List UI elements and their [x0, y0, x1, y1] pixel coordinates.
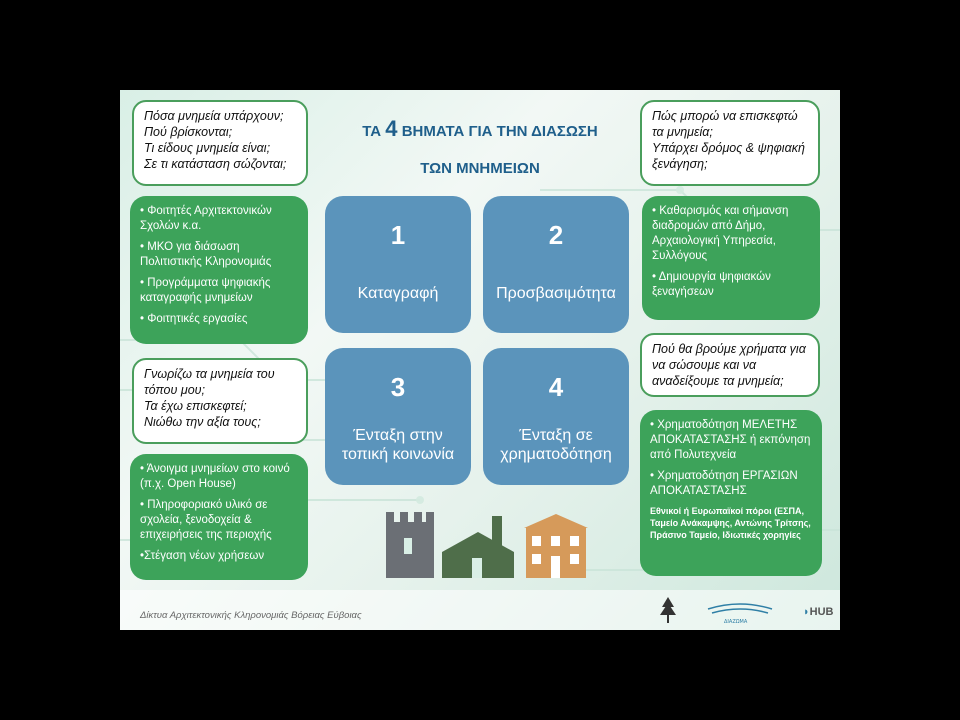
question-line: Γνωρίζω τα μνημεία του τόπου μου;: [144, 367, 275, 397]
hub-logo-text: HUB: [809, 606, 834, 618]
hub-logo-icon: ◗: [803, 606, 810, 618]
hub-logo: [803, 606, 834, 618]
diazoma-logo-text: ΔΙΑΖΩΜΑ: [724, 619, 748, 625]
tower-icon: [386, 512, 434, 578]
question-line: Τα έχω επισκεφτεί;: [144, 399, 247, 413]
step-label: Προσβασιμότητα: [496, 285, 616, 302]
step-number: 4: [548, 372, 564, 402]
step-label: Καταγραφή: [357, 285, 439, 302]
answer-item: • ΜΚΟ για διάσωση Πολιτιστικής Κληρονομιάς: [140, 241, 272, 268]
answer-item: • Πληροφοριακό υλικό σε σχολεία, ξενοδοχεία & επιχειρήσεις της περιοχής: [140, 499, 272, 541]
title-line-1: [320, 116, 640, 142]
answer-item: • Καθαρισμός και σήμανση διαδρομών από Δήμο, Αρχαιολογική Υπηρεσία, Συλλόγους: [652, 205, 789, 262]
step-4-funding: [483, 348, 629, 485]
answer-box-accessibility: [642, 196, 820, 320]
factory-icon: [442, 516, 514, 578]
question-line: Σε τι κατάσταση σώζονται;: [144, 157, 287, 171]
question-box-recording: [132, 100, 308, 186]
question-box-community: [132, 358, 308, 444]
title-prefix: ΤΑ: [362, 123, 386, 140]
step-2-accessibility: [483, 196, 629, 333]
diazoma-logo-icon: [708, 604, 772, 613]
step-label: Ένταξη σε χρηματοδότηση: [500, 427, 612, 463]
step-number: 2: [548, 220, 564, 250]
title-number: 4: [385, 116, 398, 141]
answer-item: • Φοιτητές Αρχιτεκτονικών Σχολών κ.α.: [140, 205, 272, 232]
answer-item: • Δημιουργία ψηφιακών ξεναγήσεων: [652, 271, 771, 298]
answer-item: • Φοιτητικές εργασίες: [140, 313, 248, 325]
title-suffix: ΒΗΜΑΤΑ ΓΙΑ ΤΗΝ ΔΙΑΣΩΣΗ: [397, 123, 598, 140]
answer-item: •Στέγαση νέων χρήσεων: [140, 550, 265, 562]
question-line: Πού θα βρούμε χρήματα για να σώσουμε και να αναδείξουμε τα μνημεία;: [652, 342, 806, 388]
question-line: Υπάρχει δρόμος & ψηφιακή ξενάγηση;: [652, 141, 805, 171]
step-3-community: [325, 348, 471, 485]
question-line: Νιώθω την αξία τους;: [144, 415, 261, 429]
step-label: Ένταξη στην τοπική κοινωνία: [341, 427, 455, 463]
answer-box-recording: [130, 196, 308, 344]
question-line: Πόσα μνημεία υπάρχουν;: [144, 109, 284, 123]
question-box-accessibility: [640, 100, 820, 186]
answer-box-community: [130, 454, 308, 580]
monument-icons: [380, 508, 590, 578]
mansion-icon: [524, 514, 588, 578]
answer-item: • Χρηματοδότηση ΜΕΛΕΤΗΣ ΑΠΟΚΑΤΑΣΤΑΣΗΣ ή εκπόνηση από Πολυτεχνεία: [650, 419, 811, 461]
tree-logo-icon: [660, 597, 676, 623]
step-number: 1: [390, 220, 406, 250]
title-line-2: ΤΩΝ ΜΝΗΜΕΙΩΝ: [420, 160, 540, 177]
answer-box-funding: [640, 410, 822, 576]
question-line: Πώς μπορώ να επισκεφτώ τα μνημεία;: [652, 109, 798, 139]
answer-item: • Προγράμματα ψηφιακής καταγραφής μνημείων: [140, 277, 271, 304]
step-1-recording: [325, 196, 471, 333]
answer-note: Εθνικοί ή Ευρωπαϊκοί πόροι (ΕΣΠΑ, Ταμείο Ανάκαμψης, Αντώνης Τρίτσης, Πράσινο Ταμείο, Ιδιωτικές χορηγίες: [650, 506, 811, 540]
step-number: 3: [390, 372, 406, 402]
answer-item: • Άνοιγμα μνημείων στο κοινό (π.χ. Open House): [140, 463, 290, 490]
slide: [120, 90, 840, 630]
question-line: Τι είδους μνημεία είναι;: [144, 141, 271, 155]
footer-text: Δίκτυα Αρχιτεκτονικής Κληρονομιάς Βόρειας Εύβοιας: [140, 610, 362, 621]
question-box-funding: [640, 333, 820, 397]
question-line: Πού βρίσκονται;: [144, 125, 233, 139]
answer-item: • Χρηματοδότηση ΕΡΓΑΣΙΩΝ ΑΠΟΚΑΤΑΣΤΑΣΗΣ: [650, 470, 798, 497]
